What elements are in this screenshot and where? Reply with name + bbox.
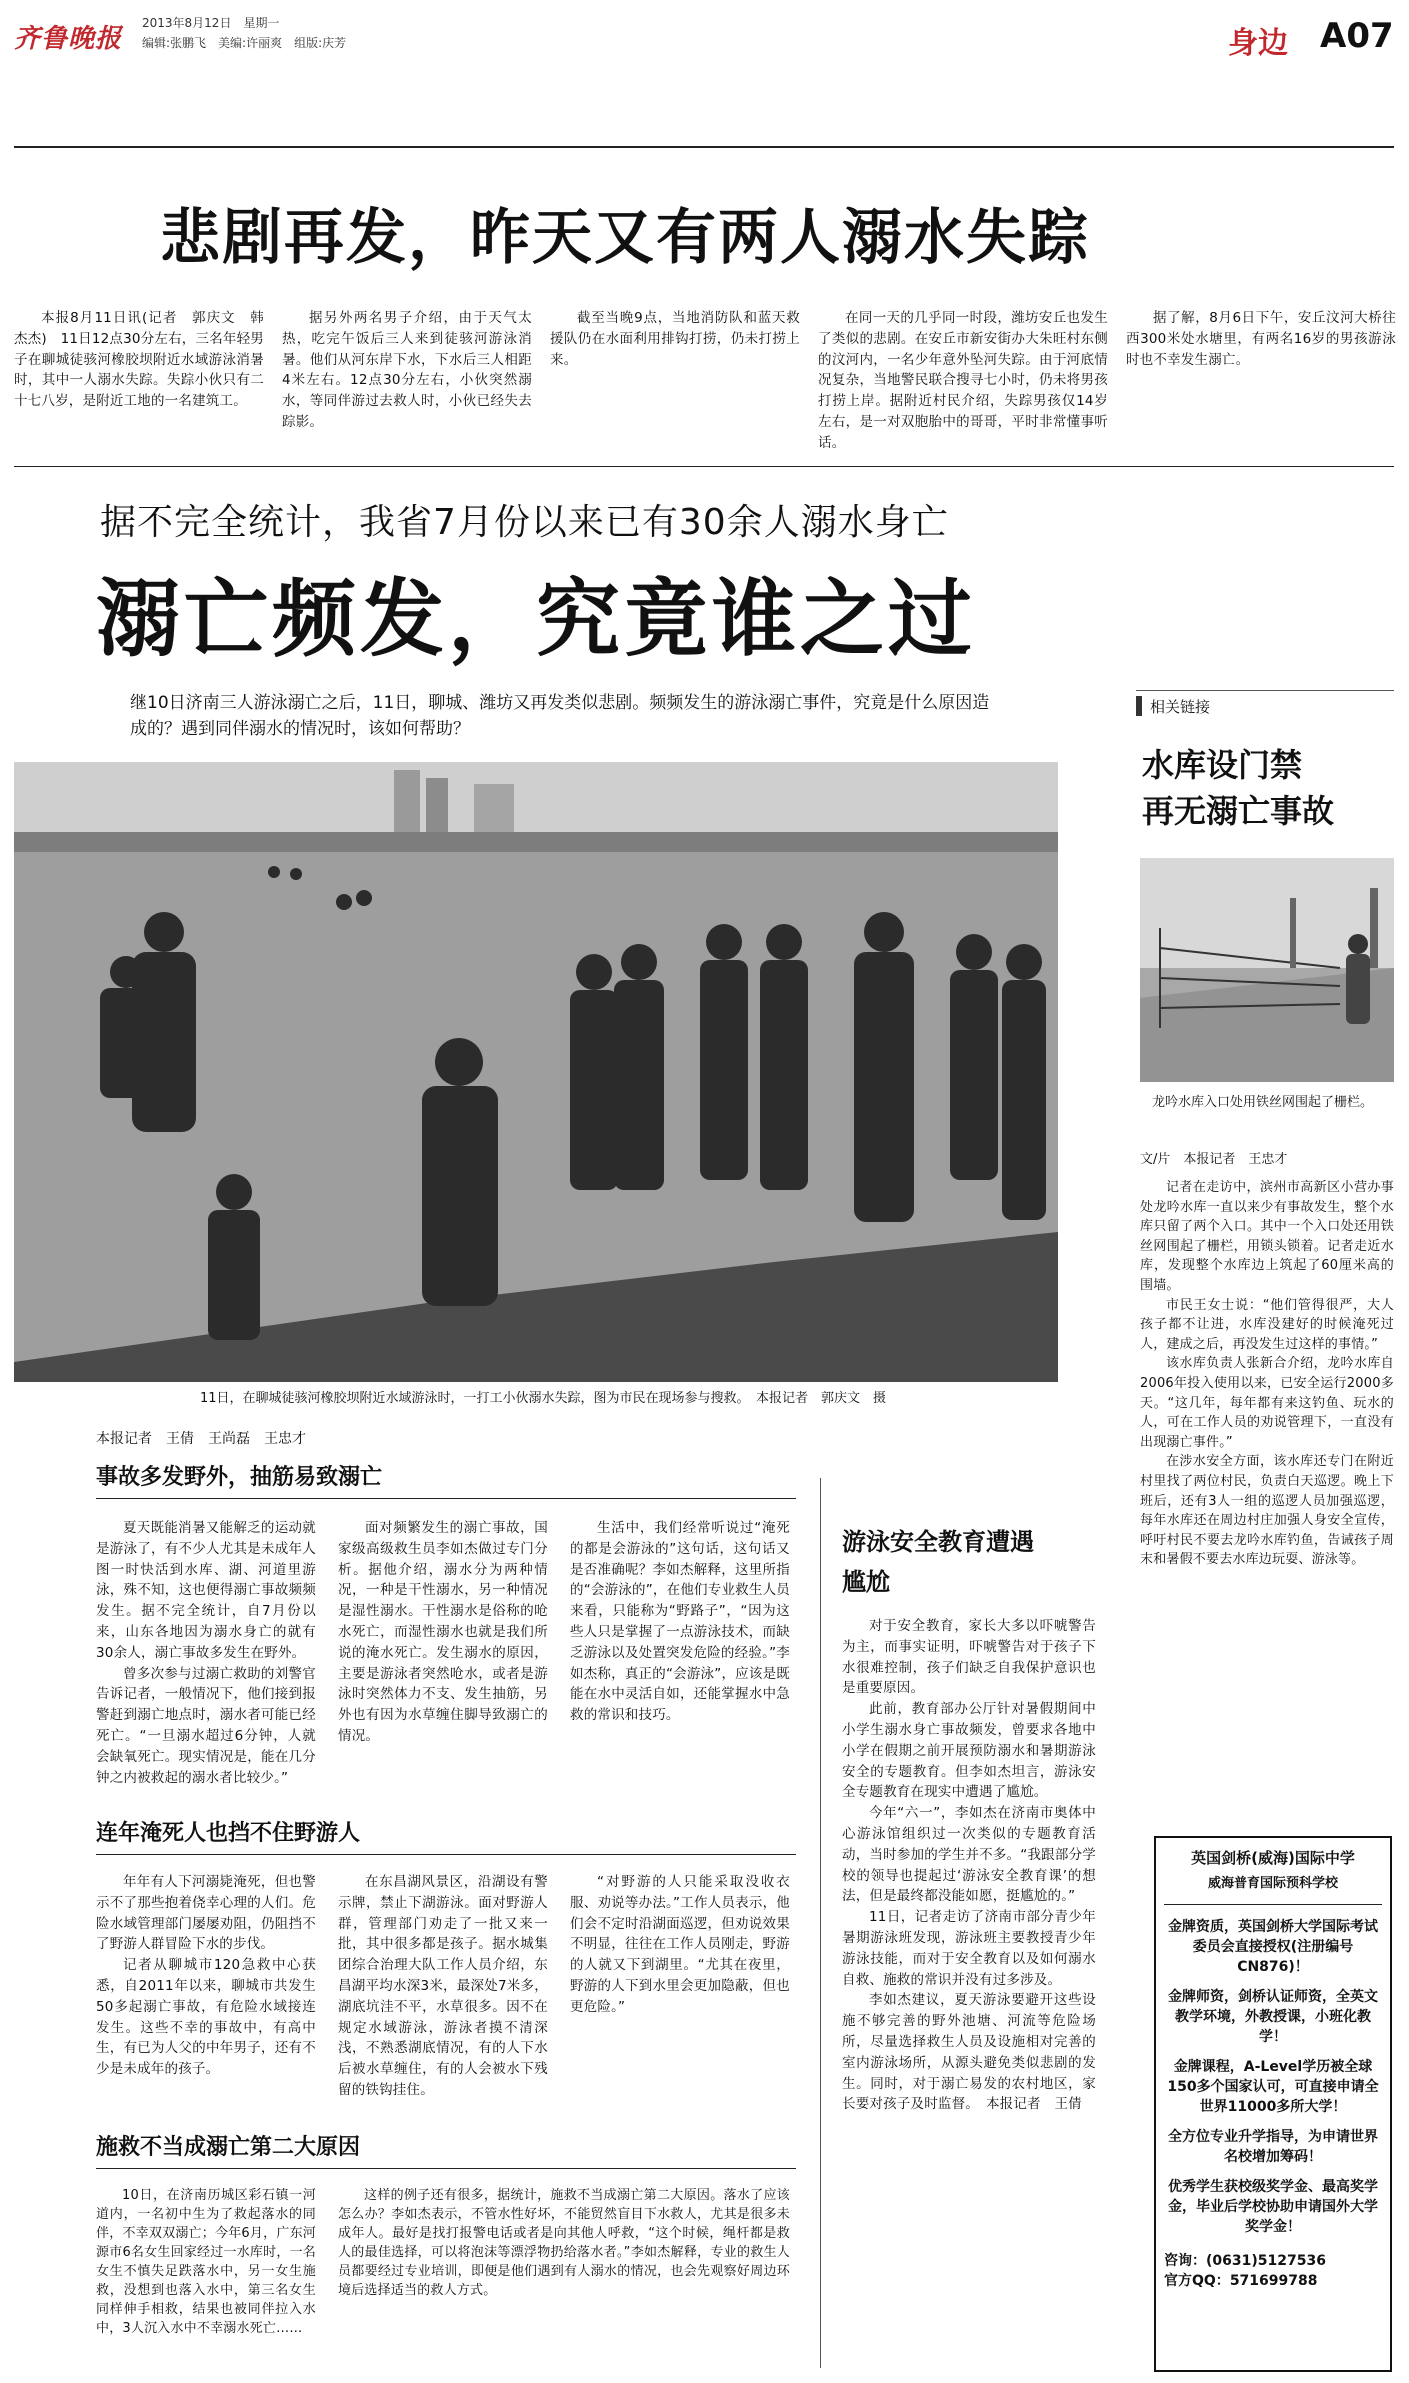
sub1-col2 <box>338 1518 548 1747</box>
sub1-col3 <box>570 1518 790 1726</box>
subsection1-heading: 事故多发野外，抽筋易致溺亡 <box>96 1465 383 1490</box>
sub3-para: 10日，在济南历城区彩石镇一河道内，一名初中生为了救起落水的同伴，不幸双双溺亡；今年6月，广东河源市6名女生回家经过一水库时，一名女生不慎失足跌落水中，另一女生施救，没想到也落入水中，第三名女生同样伸手相救，结果也被同伴拉入水中，3人沉入水中不幸溺水死亡…… <box>96 2188 316 2336</box>
related-para: 市民王女士说：“他们管得很严，大人孩子都不让进，水库没建好的时候淹死过人，建成之后，再没发生过这样的事情。” <box>1140 1297 1394 1352</box>
sub3-col2 <box>338 2186 790 2300</box>
main-byline: 本报记者 王倩 王尚磊 王忠才 <box>96 1431 306 1447</box>
story1-col2 <box>282 308 532 433</box>
related-headline-line1: 水库设门禁 <box>1142 746 1303 784</box>
ad-line: 金牌资质，英国剑桥大学国际考试委员会直接授权(注册编号CN876)！ <box>1168 1919 1378 1975</box>
subsection3-rule <box>96 2168 796 2169</box>
main-headline: 溺亡频发，究竟谁之过 <box>96 570 977 668</box>
ad-line: 金牌课程，A-Level学历被全球150多个国家认可，可直接申请全世界11000多所大学！ <box>1167 2059 1379 2115</box>
rescue-scene-illustration <box>14 762 1058 1382</box>
sidebar-body <box>842 1616 1096 2115</box>
ad-qq <box>1164 2271 1382 2291</box>
related-photo-caption: 龙吟水库入口处用铁丝网围起了栅栏。 <box>1152 1095 1374 1110</box>
sub2-para: 记者从聊城市120急救中心获悉，自2011年以来，聊城市共发生50多起溺亡事故，有危险水域接连发生。这些不幸的事故中，有高中生，有已为人父的中年男子，还有不少是未成年的孩子。 <box>96 1957 316 2078</box>
ad-qq-label: 官方QQ： <box>1164 2273 1230 2289</box>
story1-rule <box>14 466 1394 467</box>
ad-line: 金牌师资，剑桥认证师资，全英文教学环境，外教授课，小班化教学！ <box>1168 1989 1378 2045</box>
ad-title: 英国剑桥(威海)国际中学 <box>1191 1849 1355 1867</box>
story1-col3 <box>550 308 800 370</box>
story1-para: 在同一天的几乎同一时段，潍坊安丘也发生了类似的悲剧。在安丘市新安街办大朱旺村东侧的汶河内，一名少年意外坠河失踪。由于河底情况复杂，当地警民联合搜寻七小时，仍未将男孩打捞上岸。据附近村民介绍，失踪男孩仅14岁左右，是一对双胞胎中的哥哥，平时非常懂事听话。 <box>818 310 1108 451</box>
sidebar-para: 对于安全教育，家长大多以吓唬警告为主，而事实证明，吓唬警告对于孩子下水很难控制，孩子们缺乏自我保护意识也是重要原因。 <box>842 1618 1096 1697</box>
story1-col5 <box>1126 308 1396 370</box>
sub2-col1 <box>96 1872 316 2080</box>
sidebar-para: 11日，记者走访了济南市部分青少年暑期游泳班发现，游泳班主要教授青少年游泳技能，而对于安全教育以及如何溺水自救、施救的常识并没有过多涉及。 <box>842 1909 1096 1988</box>
date-line: 2013年8月12日 星期一 <box>142 16 280 30</box>
sidebar-para: 今年“六一”，李如杰在济南市奥体中心游泳馆组织过一次类似的专题教育活动，当时参加的学生并不多。“我跟部分学校的领导也提起过‘游泳安全教育课’的想法，但是最终都没能如愿，挺尴尬的。” <box>842 1805 1096 1905</box>
ad-subtitle: 威海普育国际预科学校 <box>1207 1876 1338 1891</box>
sidebar-heading: 游泳安全教育遭遇尴尬 <box>842 1528 1034 1596</box>
sidebar-para: 李如杰建议，夏天游泳要避开这些设施不够完善的野外池塘、河流等危险场所，尽量选择救生人员及设施相对完善的室内游泳场所，从源头避免类似悲剧的发生。同时，对于溺亡易发的农村地区，家长要对孩子及时监督。 本报记者 王倩 <box>842 1992 1096 2113</box>
main-deck: 继10日济南三人游泳溺亡之后，11日，聊城、潍坊又再发类似悲剧。频频发生的游泳溺亡事件，究竟是什么原因造成的？遇到同伴溺水的情况时，该如何帮助？ <box>130 693 990 739</box>
story1-para: 据了解，8月6日下午，安丘汶河大桥往西300米处水塘里，有两名16岁的男孩游泳时也不幸发生溺亡。 <box>1126 310 1396 368</box>
ad-line: 全方位专业升学指导，为申请世界名校增加筹码！ <box>1168 2129 1378 2165</box>
ad-qq-number: 571699788 <box>1229 2273 1318 2289</box>
sidebar-divider <box>820 1478 821 2368</box>
sub1-para: 曾多次参与过溺亡救助的刘警官告诉记者，一般情况下，他们接到报警赶到溺亡地点时，溺水者可能已经死亡。“一旦溺水超过6分钟，人就会缺氧死亡。现实情况是，能在几分钟之内被救起的溺水者比较少。” <box>96 1665 316 1786</box>
sub3-col1 <box>96 2186 316 2338</box>
page-number: A07 <box>1320 16 1394 56</box>
ad-line: 优秀学生获校级奖学金、最高奖学金，毕业后学校协助申请国外大学奖学金！ <box>1168 2179 1378 2235</box>
related-label-text: 相关链接 <box>1150 697 1211 716</box>
related-body <box>1140 1178 1394 1570</box>
sub2-col2 <box>338 1872 548 2101</box>
sub2-col3 <box>570 1872 790 2018</box>
related-top-rule <box>1136 690 1394 691</box>
related-byline: 文/片 本报记者 王忠才 <box>1140 1152 1288 1167</box>
related-label <box>1136 692 1210 720</box>
ad-rule <box>1164 1904 1382 1905</box>
related-para: 记者在走访中，滨州市高新区小营办事处龙吟水库一直以来少有事故发生，整个水库只留了两个入口。其中一个入口处还用铁丝网围起了栅栏，用锁头锁着。记者走近水库，发现整个水库边上筑起了60厘米高的围墙。 <box>1140 1180 1394 1293</box>
story1-col4 <box>818 308 1108 454</box>
related-para: 该水库负责人张新合介绍，龙吟水库自2006年投入使用以来，已安全运行2000多天。“这几年，每年都有来这钓鱼、玩水的人，可在工作人员的劝说管理下，一直没有出现溺亡事件。” <box>1140 1356 1394 1450</box>
related-label-bar <box>1136 696 1142 716</box>
ad-phone <box>1164 2251 1382 2271</box>
masthead-logo: 齐鲁晚报 <box>14 24 123 54</box>
main-photo <box>14 762 1058 1382</box>
related-headline-line2: 再无溺亡事故 <box>1142 792 1335 830</box>
sub2-para: 年年有人下河溺毙淹死，但也警示不了那些抱着侥幸心理的人们。危险水域管理部门屡屡劝阻，仍阻挡不了野游人群冒险下水的步伐。 <box>96 1874 316 1953</box>
ad-phone-number: (0631)5127536 <box>1206 2253 1326 2269</box>
sub1-para: 生活中，我们经常听说过“淹死的都是会游泳的”这句话，这句话又是否准确呢？李如杰解释，这里所指的“会游泳的”，在他们专业救生人员来看，只能称为“野路子”，“因为这些人只是掌握了一点游泳技术，而缺乏游泳以及处置突发危险的经验。”李如杰称，真正的“会游泳”，应该是既能在水中灵活自如，还能掌握水中急救的常识和技巧。 <box>570 1520 790 1724</box>
reservoir-gate-illustration <box>1140 858 1394 1082</box>
main-photo-caption: 11日，在聊城徒骇河橡胶坝附近水域游泳时，一打工小伙溺水失踪，图为市民在现场参与搜救。 本报记者 郭庆文 摄 <box>200 1391 887 1406</box>
sub3-para: 这样的例子还有很多，据统计，施救不当成溺亡第二大原因。落水了应该怎么办？李如杰表示，不管水性好坏，不能贸然盲目下水救人，尤其是很多未成年人。最好是找打报警电话或者是向其他人呼救，“这个时候，绳杆都是救人的最佳选择，可以将泡沫等漂浮物扔给落水者。”李如杰解释，专业的救生人员都要经过专业培训，即便是他们遇到有人溺水的情况，也会先观察好周边环境后选择适当的救人方式。 <box>338 2188 790 2298</box>
story1-para: 截至当晚9点，当地消防队和蓝天救援队仍在水面利用排钩打捞，仍未打捞上来。 <box>550 310 800 368</box>
sidebar-para: 此前，教育部办公厅针对暑假期间中小学生溺水身亡事故频发，曾要求各地中小学在假期之前开展预防溺水和暑期游泳安全的专题教育。但李如杰坦言，游泳安全专题教育在现实中遭遇了尴尬。 <box>842 1701 1096 1801</box>
header-rule <box>14 146 1394 148</box>
ad-box <box>1154 1836 1392 2372</box>
sub1-para: 面对频繁发生的溺亡事故，国家级高级救生员李如杰做过专门分析。据他介绍，溺水分为两种情况，一种是干性溺水，另一种情况是湿性溺水。干性溺水是俗称的呛水死亡，而湿性溺水也就是我们所说的淹水死亡。发生溺水的原因，主要是游泳者突然呛水，或者是游泳时突然体力不支、发生抽筋，另外也有因为水草缠住脚导致溺亡的情况。 <box>338 1520 548 1744</box>
section-label: 身边 <box>1228 26 1288 61</box>
related-photo <box>1140 858 1394 1082</box>
sub2-para: 在东昌湖风景区，沿湖设有警示牌，禁止下湖游泳。面对野游人群，管理部门劝走了一批又来一批，其中很多都是孩子。据水城集团综合治理大队工作人员介绍，东昌湖平均水深3米，最深处7米多，湖底坑洼不平，水草很多。因不在规定水域游泳，游泳者摸不清深浅，不熟悉湖底情况，有的人下水后被水草缠住，有的人会被水下残留的铁钩挂住。 <box>338 1874 548 2098</box>
story1-headline: 悲剧再发，昨天又有两人溺水失踪 <box>160 203 1090 273</box>
sub1-col1 <box>96 1518 316 1788</box>
story1-col1 <box>14 308 264 412</box>
sub2-para: “对野游的人只能采取没收衣服、劝说等办法。”工作人员表示，他们会不定时沿湖面巡逻，但劝说效果不明显，往往在工作人员刚走，野游的人就又下到湖里。“尤其在夜里，野游的人下到水里会更加隐蔽，但也更危险。” <box>570 1874 790 2015</box>
editors-line: 编辑:张鹏飞 美编:许丽爽 组版:庆芳 <box>142 36 347 50</box>
story1-para: 据另外两名男子介绍，由于天气太热，吃完午饭后三人来到徒骇河游泳消暑。他们从河东岸下水，下水后三人相距4米左右。12点30分左右，小伙突然溺水，等同伴游过去救人时，小伙已经失去踪影。 <box>282 310 532 430</box>
subsection2-heading: 连年淹死人也挡不住野游人 <box>96 1821 361 1846</box>
main-kicker: 据不完全统计，我省7月份以来已有30余人溺水身亡 <box>100 502 949 543</box>
story1-para: 本报8月11日讯(记者 郭庆文 韩杰杰) 11日12点30分左右，三名年轻男子在聊城徒骇河橡胶坝附近水域游泳消暑时，其中一人溺水失踪。失踪小伙只有二十七八岁，是附近工地的一名建筑工。 <box>14 310 265 410</box>
ad-phone-label: 咨询： <box>1164 2253 1206 2269</box>
subsection3-heading: 施救不当成溺亡第二大原因 <box>96 2135 361 2160</box>
subsection1-rule <box>96 1498 796 1499</box>
related-para: 在涉水安全方面，该水库还专门在附近村里找了两位村民，负责白天巡逻。晚上下班后，还有3人一组的巡逻人员加强巡逻，每年水库还在周边村庄加强人身安全宣传，呼吁村民不要去龙吟水库钓鱼，告诫孩子周末和暑假不要去水库边玩耍、游泳等。 <box>1140 1454 1394 1568</box>
sub1-para: 夏天既能消暑又能解乏的运动就是游泳了，有不少人尤其是未成年人图一时快活到水库、湖、河道里游泳，殊不知，这也便得溺亡事故频频发生。据不完全统计，自7月份以来，山东各地因为溺水身亡的就有30余人，溺亡事故多发生在野外。 <box>96 1520 316 1661</box>
subsection2-rule <box>96 1854 796 1855</box>
